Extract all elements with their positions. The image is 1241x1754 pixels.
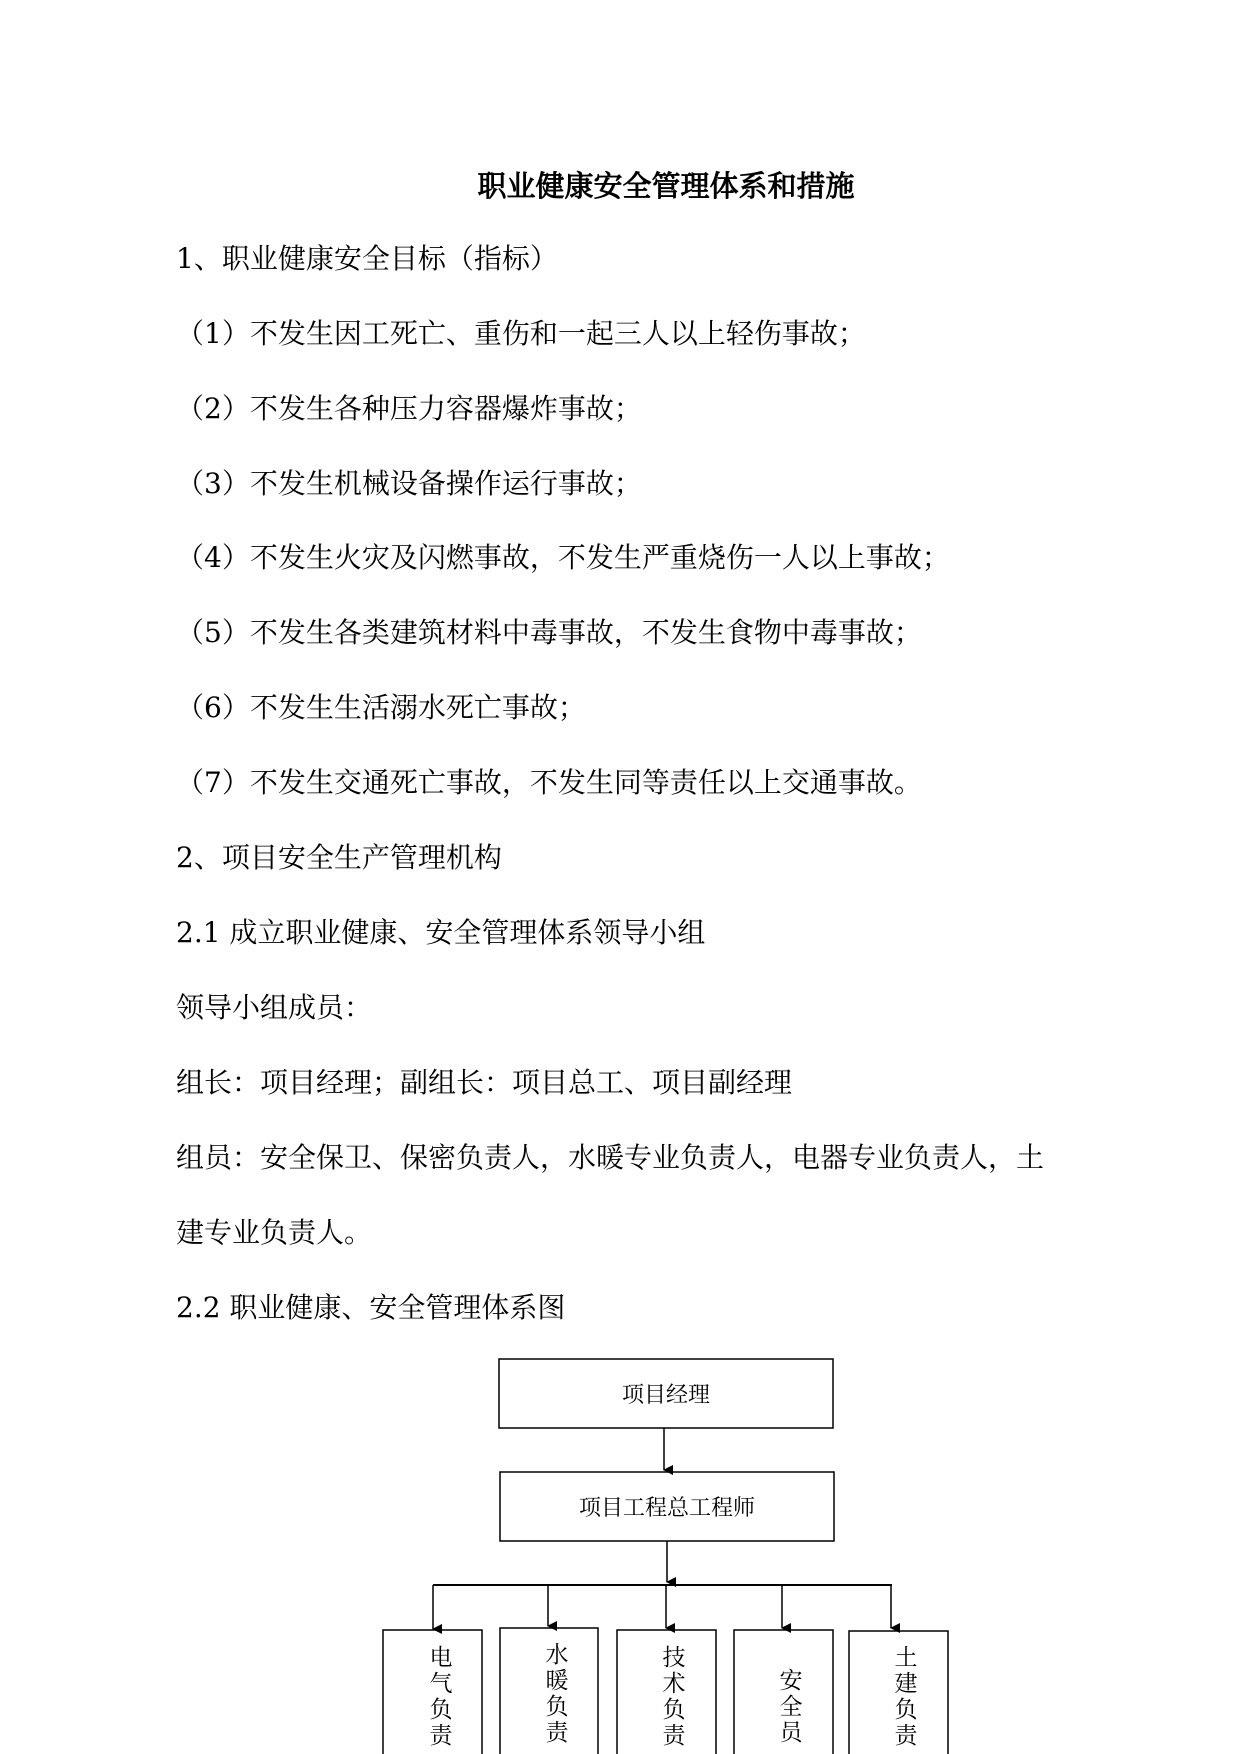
goal-item-1: （1）不发生因工死亡、重伤和一起三人以上轻伤事故； [176, 317, 866, 350]
org-label-chief-engineer: 项目工程总工程师 [578, 1496, 756, 1521]
org-box-project-manager [499, 1359, 833, 1428]
goal-item-3: （3）不发生机械设备操作运行事故； [176, 467, 642, 500]
org-label-safety: 安全员 [779, 1668, 803, 1746]
org-box-technical [617, 1630, 716, 1754]
org-box-electrical [383, 1630, 482, 1754]
section-heading-organization: 2、项目安全生产管理机构 [176, 841, 502, 874]
subsection-heading-leadership-group: 2.1 成立职业健康、安全管理体系领导小组 [176, 916, 706, 949]
paragraph-leaders: 组长：项目经理；副组长：项目总工、项目副经理 [176, 1066, 793, 1099]
goal-item-7: （7）不发生交通死亡事故，不发生同等责任以上交通事故。 [176, 766, 922, 799]
page-title: 职业健康安全管理体系和措施 [477, 169, 855, 203]
org-box-safety [734, 1630, 833, 1754]
section-heading-goals: 1、职业健康安全目标（指标） [176, 242, 558, 275]
paragraph-members-line-1: 组员：安全保卫、保密负责人，水暖专业负责人，电器专业负责人，土 [176, 1141, 1045, 1174]
goal-item-6: （6）不发生生活溺水死亡事故； [176, 691, 586, 724]
org-box-civil [849, 1631, 948, 1754]
goal-item-2: （2）不发生各种压力容器爆炸事故； [176, 392, 642, 425]
org-label-project-manager: 项目经理 [621, 1383, 711, 1408]
subsection-heading-system-chart: 2.2 职业健康、安全管理体系图 [176, 1291, 566, 1324]
paragraph-members-line-2: 建专业负责人。 [176, 1216, 373, 1249]
org-box-chief-engineer [500, 1472, 834, 1541]
branch-label-group [430, 1642, 920, 1749]
org-label-plumbing: 水暖负责 [545, 1642, 569, 1746]
org-label-electrical: 电气负责 [429, 1645, 453, 1749]
org-label-civil: 土建负责 [894, 1645, 918, 1749]
org-label-technical: 技术负责 [662, 1645, 686, 1749]
goal-item-4: （4）不发生火灾及闪燃事故，不发生严重烧伤一人以上事故； [176, 541, 950, 574]
org-box-plumbing [500, 1628, 598, 1754]
goal-item-5: （5）不发生各类建筑材料中毒事故，不发生食物中毒事故； [176, 616, 922, 649]
paragraph-members-label: 领导小组成员： [176, 991, 373, 1024]
